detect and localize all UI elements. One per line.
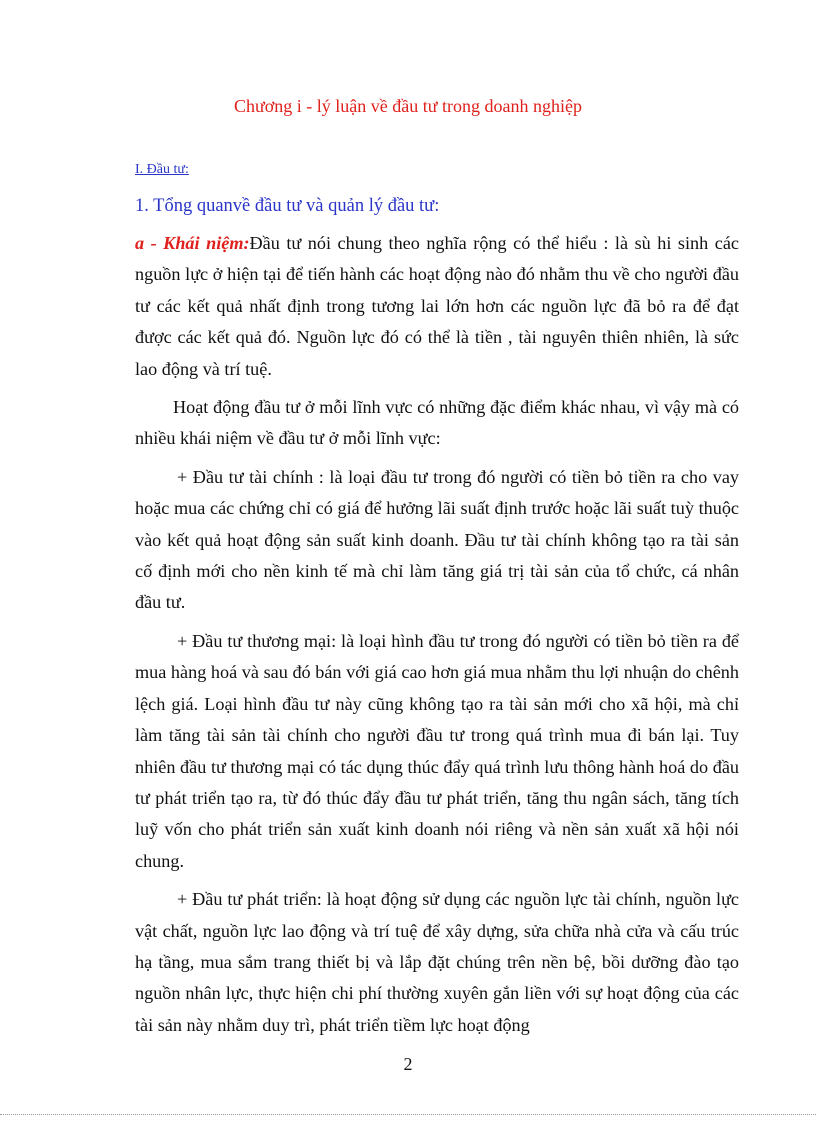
paragraph: Hoạt động đầu tư ở mỗi lĩnh vực có những đặc điểm khác nhau, vì vậy mà có nhiều khái niệm về đầu tư ở mỗi lĩnh vực: xyxy=(135,397,739,449)
paragraph: + Đầu tư thương mại: là loại hình đầu tư trong đó người có tiền bỏ tiền ra để mua hàng hoá và sau đó bán với giá cao hơn giá mua nhằm thu lợi nhuận do chênh lệch giá. Loại hình đầu tư này cũng không tạo ra tài sản mới cho xã hội, mà chỉ làm tăng tài sản tài chính cho người đầu tư trong quá trình mua đi bán lại. Tuy nhiên đầu tư thương mại có tác dụng thúc đẩy quá trình lưu thông hành hoá do đầu tư phát triển tạo ra, từ đó thúc đẩy đầu tư phát triển, tăng thu ngân sách, tăng tích luỹ vốn cho phát triển sản xuất kinh doanh nói riêng và nền sản xuất xã hội nói chung. xyxy=(135,630,739,871)
definition-text: Đầu tư nói chung theo nghĩa rộng có thể hiểu : là sù hi sinh các nguồn lực ở hiện tại để tiến hành các hoạt động nào đó nhằm thu về cho người đầu tư các kết quả nhất định trong tương lai lớn hơn các nguồn lực đã bỏ ra để đạt được các kết quả đó. Nguồn lực đó có thể là tiền , tài nguyên thiên nhiên, là sức lao động và trí tuệ. xyxy=(135,233,739,379)
subsection-heading: 1. Tổng quanvề đầu tư và quản lý đầu tư: xyxy=(135,196,440,216)
section-heading: I. Đầu tư: xyxy=(135,162,189,177)
page-number: 2 xyxy=(403,1054,413,1074)
body-text xyxy=(135,228,739,1041)
paragraph: + Đầu tư tài chính : là loại đầu tư trong đó người có tiền bỏ tiền ra cho vay hoặc mua các chứng chỉ có giá để hưởng lãi suất định trước hoặc lãi suất tuỳ thuộc vào kết quả hoạt động sản suất kinh doanh. Đầu tư tài chính không tạo ra tài sản cố định mới cho nền kinh tế mà chỉ làm tăng giá trị tài sản của tổ chức, cá nhân đầu tư. xyxy=(135,466,739,613)
definition-term: a - Khái niệm: xyxy=(135,233,250,253)
chapter-title: Chương i - lý luận về đầu tư trong doanh nghiệp xyxy=(234,96,582,116)
definition-paragraph xyxy=(135,228,739,385)
footer-divider xyxy=(0,1114,816,1115)
paragraph: + Đầu tư phát triển: là hoạt động sử dụng các nguồn lực tài chính, nguồn lực vật chất, nguồn lực lao động và trí tuệ để xây dựng, sửa chữa nhà cửa và cấu trúc hạ tầng, mua sắm trang thiết bị và lắp đặt chúng trên nền bệ, bồi dưỡng đào tạo nguồn nhân lực, thực hiện chi phí thường xuyên gắn liền với sự hoạt động của các tài sản này nhằm duy trì, phát triển tiềm lực hoạt động xyxy=(135,889,739,1035)
